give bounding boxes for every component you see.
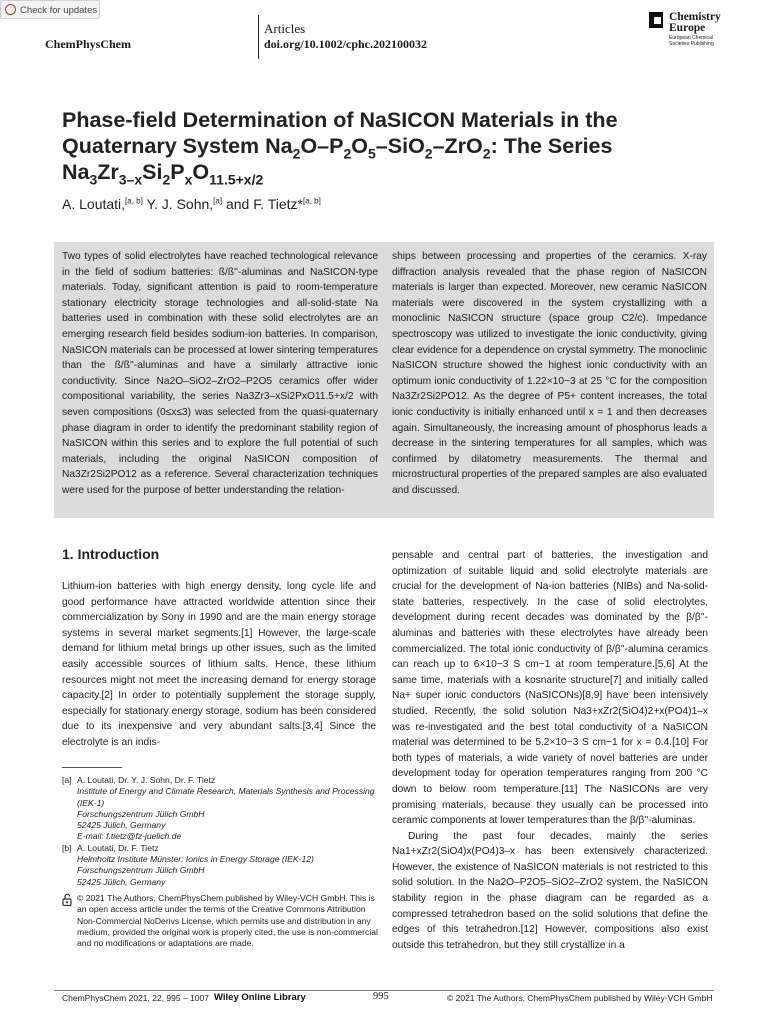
logo-subtitle: European Chemical Societies Publishing (669, 35, 714, 47)
check-updates-icon (5, 4, 16, 15)
section-heading: 1. Introduction (62, 546, 160, 562)
author-list: A. Loutati,[a, b] Y. J. Sohn,[a] and F. Tietz*[a, b] (62, 196, 321, 212)
logo-word-1: Chemistry (669, 11, 721, 23)
affiliation-footnotes (62, 775, 378, 888)
journal-name: ChemPhysChem (45, 37, 131, 51)
article-type: Articles (264, 21, 306, 36)
open-access-icon (62, 893, 77, 949)
intro-paragraph: During the past four decades, mainly the series Na1+xZr2(SiO4)x(PO4)3–x has been extensively characterized. However, the existence of NaSICON materials is not restricted to this solid solution. In the Na2O–P2O5–SiO2–ZrO2 system, the NaSICON stability region in the phase diagram can be regarded as a compressed tetrahedron based on the solid solutions that define the edges of this tetrahedron.[12] However, compositions also exist outside this tetrahedron, but they still crystallize in a (392, 830, 708, 951)
abstract-left-column: Two types of solid electrolytes have reached technological relevance in the field of sodium batteries: ß/ß''-aluminas and NaSICON-type materials. Today, significant attention is paid to room-temperature stationary electricity storage technologies and all-solid-state Na batteries used in combination with these solid electrolytes are an emerging research field besides sodium-ion batteries. In comparison, NaSICON materials can be processed at lower sintering temperatures than the ß/ß''-aluminas and have a similarly attractive ionic conductivity. Since Na2O–SiO2–ZrO2–P2O5 ceramics offer wider compositional variability, the series Na3Zr3–xSi2PxO11.5+x/2 with seven compositions (0≤x≤3) was selected from the quasi-quaternary phase diagram in order to identify the predominant stability region of NaSICON within this series and to explore the full potential of such materials, including the original NaSICON composition of Na3Zr2Si2PO12 as a reference. Several characterization techniques were used for the purpose of better understanding the relation- (62, 251, 378, 496)
logo-word-2: Europe (669, 22, 706, 34)
wiley-online-library-link[interactable]: Wiley Online Library (214, 992, 306, 1003)
title-formula: $Na_3Zr_{3-x}Si_2P_xO_{11.5+x/2}$ (62, 160, 264, 188)
article-title: Phase-field Determination of NaSICON Materials in the Quaternary System $Na_2O-P_2O_5-SiO_2-ZrO_2$: The Series $Na_3Zr_{3-x}Si_2P_xO_{11.5+x/2}$ (62, 108, 618, 188)
check-for-updates-button[interactable]: Check for updates (0, 0, 100, 19)
footer-citation: ChemPhysChem 2021, 22, 995 – 1007 (62, 993, 209, 1003)
page-number: 995 (373, 991, 389, 1002)
footer-copyright: © 2021 The Authors. ChemPhysChem published by Wiley-VCH GmbH (447, 993, 713, 1003)
chemistry-europe-logo (647, 12, 727, 52)
header-divider (258, 15, 259, 59)
affiliation-b: [b] A. Loutati, Dr. F. Tietz Helmholtz Institute Münster: Ionics in Energy Storage (IEK-12) Forschungszentrum Jülich GmbH 52425 Jülich, Germany (62, 842, 314, 887)
author-email-link[interactable]: E-mail: f.tietz@fz-juelich.de (77, 831, 182, 842)
intro-right-column (392, 548, 708, 953)
intro-left-column (62, 579, 376, 751)
abstract-right-column: ships between processing and properties of the ceramics. X-ray diffraction analysis revealed that the phase region of NaSICON materials is larger than expected. Moreover, new ceramic NaSICON materials were discovered in the system crystallizing with a monoclinic NaSICON structure (space group C2/c). Impedance spectroscopy was utilized to investigate the ionic conductivity, giving clear evidence for a dependence on crystal symmetry. The monoclinic NaSICON structure showed the highest ionic conductivity with an optimum ionic conductivity of 1.22×10−3 at 25 °C for the composition Na3Zr2Si2PO12. As the degree of P5+ content increases, the total ionic conductivity is initially enhanced until x = 1 and then decreases again. Simultaneously, the increasing amount of phosphorus leads a decrease in the sintering temperatures for all samples, which was confirmed by dilatometry measurements. The thermal and microstructural properties of the prepared samples are also evaluated and discussed. (392, 251, 707, 496)
intro-paragraph: pensable and central part of batteries, the investigation and optimization of suitable liquid and solid electrolyte materials are crucial for the development of Na-ion batteries (NIBs) and Na-solid-state batteries, respectively. In the case of solid electrolytes, development during recent decades was dominated by the β/β''-aluminas and batteries with these electrolytes have already been commercialized. The total ionic conductivity of β/β''-alumina ceramics can reach up to 6×10−3 S cm−1 at room temperature.[5,6] At the same time, materials with a kosnarite structure[7] and initially called Na+ super ionic conductors (NaSICONs)[8,9] have been intensively studied. Recently, the solid solution Na3+xZr2(SiO4)2+x(PO4)1–x was re-investigated and the best total conductivity of a NaSICON material was determined to be 5.2×10−3 S cm−1 for x = 0.4.[10] For both types of materials, a wide variety of novel batteries are under development today for operation temperatures ranging from 200 °C down to below room temperature.[11] The NaSICONs are very promising materials, because they usually can be processed into ceramic components at lower temperatures than the β/β''-aluminas. (392, 550, 708, 827)
footnote-rule (62, 767, 122, 768)
license-note: © 2021 The Authors. ChemPhysChem published by Wiley-VCH GmbH. This is an open access article under the terms of the Creative Commons Attribution Non-Commercial NoDerivs License, which permits use and distribution in any medium, provided the original work is properly cited, the use is non-commercial and no modifications or adaptations are made. (62, 893, 378, 949)
doi-link[interactable]: doi.org/10.1002/cphc.202100032 (264, 37, 428, 51)
affiliation-a: [a] A. Loutati, Dr. Y. J. Sohn, Dr. F. Tietz Institute of Energy and Climate Research, Materials Synthesis and Processing (IEK-1) Forschungszentrum Jülich GmbH 52425 Jülich, Germany E-mail: f.tietz@fz-juelich.de (62, 775, 375, 842)
intro-paragraph: Lithium-ion batteries with high energy density, long cycle life and good performance have attracted worldwide attention since their commercialization by Sony in 1990 and are the main energy storage systems in several market segments.[1] However, the large-scale demand for lithium metal brings up other issues, such as the limited easily accessible sources of lithium salts. Hence, these lithium resources might not meet the increasing demand for energy storage capacity.[2] In order to potentially supplement the storage supply, especially for stationary energy storage, sodium has been considered due to its inexpensive and very abundant salts.[3,4] Since the electrolyte is an indis- (62, 581, 376, 748)
